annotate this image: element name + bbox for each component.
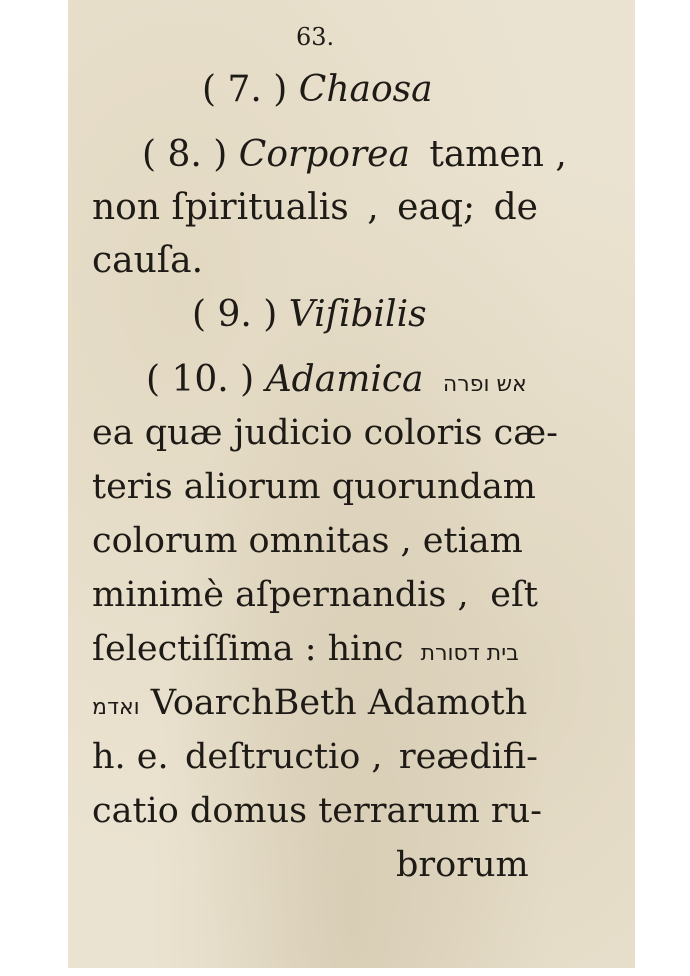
line-13: [92, 737, 538, 777]
line-text: eaq;: [397, 187, 476, 228]
note-term: Viſibilis: [288, 294, 427, 335]
line-text: ,: [367, 187, 379, 228]
line-text: non ſpiritualis: [92, 187, 349, 228]
line-text: de: [493, 187, 538, 228]
line-14: catio domus terrarum ru-: [92, 791, 543, 831]
line-text: minimè aſpernandis ,: [92, 575, 469, 615]
line-text: VoarchBeth Adamoth: [150, 683, 528, 723]
book-page: [68, 0, 635, 968]
line-text: reædifi-: [398, 737, 538, 777]
note-number: ( 10. ): [146, 359, 255, 400]
note-number: ( 9. ): [192, 294, 278, 335]
line-12: [92, 683, 528, 723]
note-number: ( 8. ): [142, 134, 228, 175]
line-5: [192, 294, 427, 335]
line-text: eſt: [490, 575, 538, 615]
note-term: Corporea: [238, 134, 410, 175]
note-term: Chaosa: [298, 69, 433, 110]
line-9: colorum omnitas , etiam: [92, 521, 523, 561]
hebrew-text: בית דסורת: [420, 641, 519, 666]
line-text: ſelectiſſima : hinc: [92, 629, 404, 669]
line-11: [92, 629, 519, 669]
hebrew-text: אש ופרה: [442, 372, 527, 397]
line-6: [146, 359, 527, 400]
line-3: [92, 187, 538, 228]
page-number: 63.: [296, 23, 335, 51]
line-8: teris aliorum quorundam: [92, 467, 536, 507]
note-number: ( 7. ): [202, 69, 288, 110]
line-7: ea quæ judicio coloris cæ-: [92, 413, 558, 453]
hebrew-text: ואדמ: [92, 695, 140, 720]
line-text: h. e.: [92, 737, 169, 777]
line-4: cauſa.: [92, 240, 204, 281]
line-15: brorum: [396, 845, 529, 885]
line-1: [202, 69, 433, 110]
line-2: [142, 134, 567, 175]
note-term: Adamica: [265, 359, 424, 400]
line-10: [92, 575, 538, 615]
line-text: tamen ,: [429, 134, 567, 175]
line-text: deſtructio ,: [184, 737, 383, 777]
